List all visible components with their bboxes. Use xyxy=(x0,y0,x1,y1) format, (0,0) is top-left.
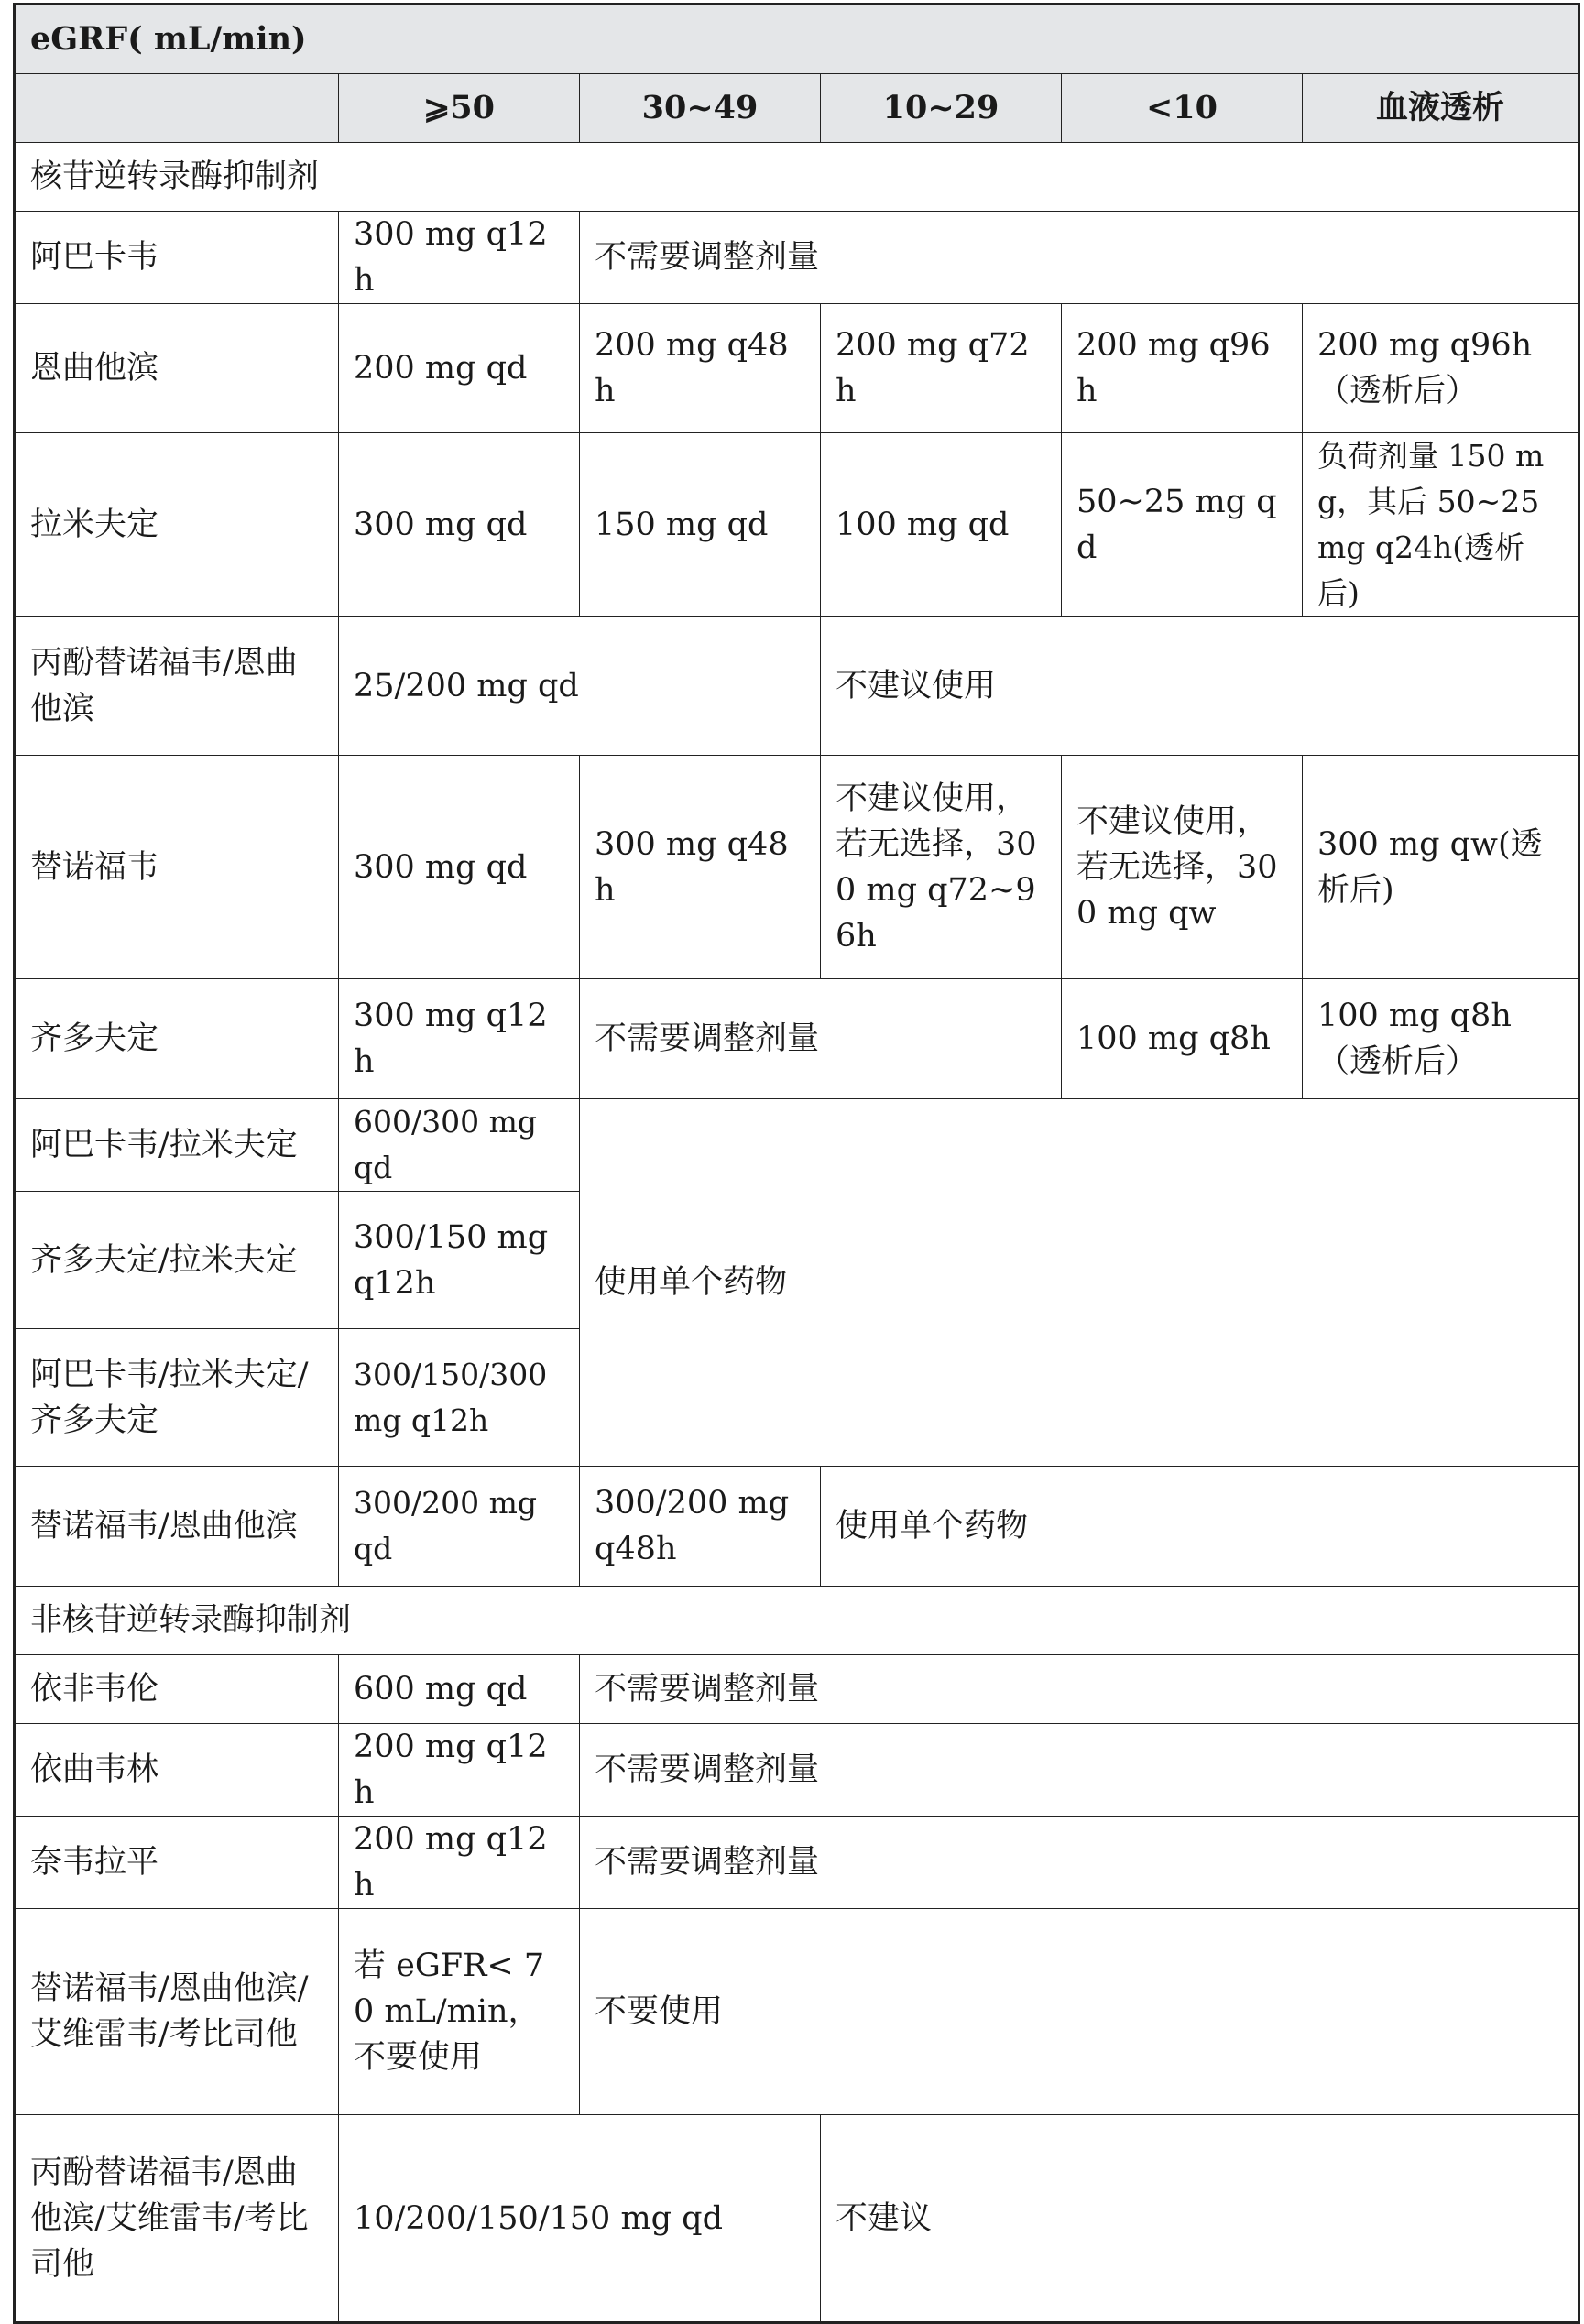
dose-cell: 不需要调整剂量 xyxy=(580,1817,1579,1909)
table-row xyxy=(15,304,1579,433)
dose-cell: 300 mg qd xyxy=(339,433,580,617)
drug-name: 阿巴卡韦 xyxy=(15,212,339,304)
table-row xyxy=(15,1099,1579,1192)
dose-cell: 100 mg q8h xyxy=(1062,979,1303,1099)
dose-cell: 200 mg qd xyxy=(339,304,580,433)
table-row xyxy=(15,212,1579,304)
drug-name: 恩曲他滨 xyxy=(15,304,339,433)
dose-cell: 负荷剂量 150 mg，其后 50~25 mg q24h(透析后) xyxy=(1303,433,1579,617)
drug-name: 丙酚替诺福韦/恩曲他滨/艾维雷韦/考比司他 xyxy=(15,2115,339,2323)
dose-cell: 300/200 mg qd xyxy=(339,1467,580,1587)
dose-cell: 不建议使用，若无选择，300 mg qw xyxy=(1062,756,1303,979)
dose-cell: 600/300 mg qd xyxy=(339,1099,580,1192)
dose-cell: 200 mg q12h xyxy=(339,1817,580,1909)
column-header-30-49: 30~49 xyxy=(580,74,821,143)
table-row xyxy=(15,756,1579,979)
section-nrti: 核苷逆转录酶抑制剂 xyxy=(15,143,1579,212)
dose-cell: 不建议使用，若无选择，300 mg q72~96h xyxy=(821,756,1062,979)
dose-cell: 不建议使用 xyxy=(821,617,1579,756)
dose-cell: 600 mg qd xyxy=(339,1655,580,1724)
dose-cell: 200 mg q72h xyxy=(821,304,1062,433)
drug-name: 阿巴卡韦/拉米夫定/齐多夫定 xyxy=(15,1329,339,1467)
dose-cell: 不需要调整剂量 xyxy=(580,212,1579,304)
column-header-lt10: <10 xyxy=(1062,74,1303,143)
drug-name: 丙酚替诺福韦/恩曲他滨 xyxy=(15,617,339,756)
table-row xyxy=(15,1724,1579,1817)
drug-name: 依非韦伦 xyxy=(15,1655,339,1724)
dose-cell: 100 mg qd xyxy=(821,433,1062,617)
dose-cell: 300/150/300 mg q12h xyxy=(339,1329,580,1467)
section-row xyxy=(15,143,1579,212)
dose-cell: 10/200/150/150 mg qd xyxy=(339,2115,821,2323)
section-nnrti: 非核苷逆转录酶抑制剂 xyxy=(15,1587,1579,1655)
section-row xyxy=(15,1587,1579,1655)
column-header-row xyxy=(15,74,1579,143)
table-row xyxy=(15,1909,1579,2115)
column-header-hemodialysis: 血液透析 xyxy=(1303,74,1579,143)
drug-name: 替诺福韦 xyxy=(15,756,339,979)
table-row xyxy=(15,617,1579,756)
table-row xyxy=(15,1467,1579,1587)
dose-cell: 300 mg q12h xyxy=(339,212,580,304)
dose-cell: 不需要调整剂量 xyxy=(580,1655,1579,1724)
dose-cell: 200 mg q96h xyxy=(1062,304,1303,433)
dose-cell: 200 mg q12h xyxy=(339,1724,580,1817)
dose-cell: 若 eGFR< 70 mL/min，不要使用 xyxy=(339,1909,580,2115)
dose-cell: 不需要调整剂量 xyxy=(580,979,1062,1099)
dose-cell: 100 mg q8h（透析后） xyxy=(1303,979,1579,1099)
dose-cell: 300 mg qw(透析后) xyxy=(1303,756,1579,979)
dose-cell: 200 mg q48h xyxy=(580,304,821,433)
column-header-drug xyxy=(15,74,339,143)
dose-cell: 200 mg q96h（透析后） xyxy=(1303,304,1579,433)
table-row xyxy=(15,1655,1579,1724)
drug-name: 齐多夫定/拉米夫定 xyxy=(15,1192,339,1329)
dose-cell: 使用单个药物 xyxy=(580,1099,1579,1467)
drug-name: 奈韦拉平 xyxy=(15,1817,339,1909)
drug-name: 齐多夫定 xyxy=(15,979,339,1099)
table-title: eGRF( mL/min) xyxy=(15,5,1579,74)
table-row xyxy=(15,1817,1579,1909)
dose-cell: 300 mg q48h xyxy=(580,756,821,979)
dose-cell: 不需要调整剂量 xyxy=(580,1724,1579,1817)
table-row xyxy=(15,433,1579,617)
dose-cell: 300/200 mg q48h xyxy=(580,1467,821,1587)
drug-name: 替诺福韦/恩曲他滨/艾维雷韦/考比司他 xyxy=(15,1909,339,2115)
dose-cell: 300/150 mg q12h xyxy=(339,1192,580,1329)
dose-cell: 300 mg qd xyxy=(339,756,580,979)
table-row xyxy=(15,979,1579,1099)
column-header-ge50: ⩾50 xyxy=(339,74,580,143)
table-row xyxy=(15,2115,1579,2323)
table-title-row xyxy=(15,5,1579,74)
drug-name: 依曲韦林 xyxy=(15,1724,339,1817)
dose-cell: 使用单个药物 xyxy=(821,1467,1579,1587)
drug-name: 拉米夫定 xyxy=(15,433,339,617)
dose-cell: 不建议 xyxy=(821,2115,1579,2323)
dose-cell: 50~25 mg qd xyxy=(1062,433,1303,617)
dose-cell: 不要使用 xyxy=(580,1909,1579,2115)
dose-cell: 150 mg qd xyxy=(580,433,821,617)
column-header-10-29: 10~29 xyxy=(821,74,1062,143)
dose-cell: 300 mg q12h xyxy=(339,979,580,1099)
renal-dosing-table xyxy=(13,3,1580,2324)
dose-cell: 25/200 mg qd xyxy=(339,617,821,756)
drug-name: 替诺福韦/恩曲他滨 xyxy=(15,1467,339,1587)
drug-name: 阿巴卡韦/拉米夫定 xyxy=(15,1099,339,1192)
